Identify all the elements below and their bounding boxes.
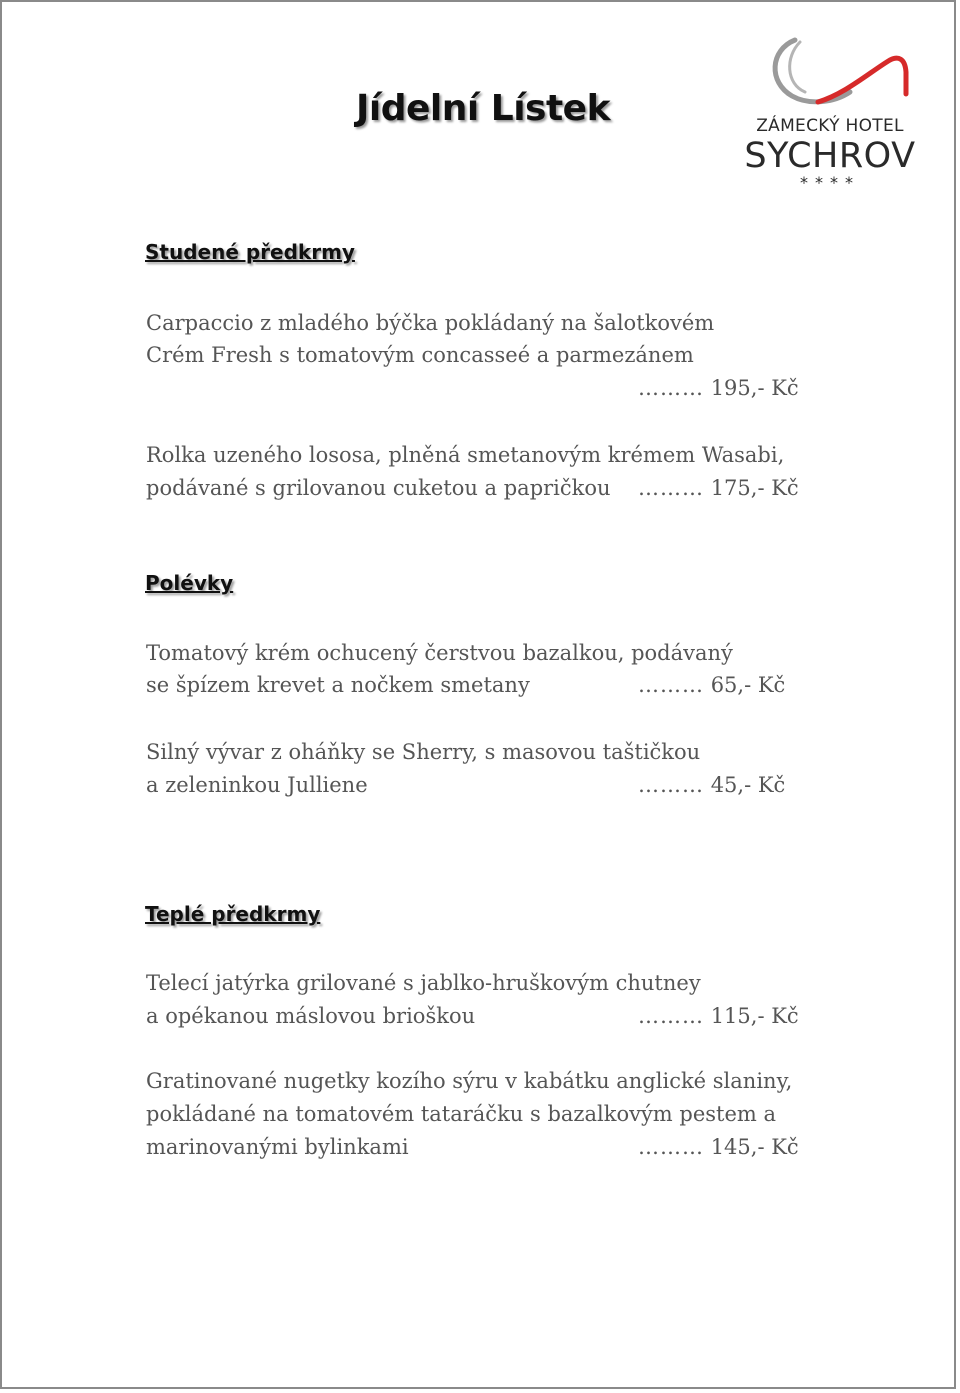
menu-item-line: Tomatový krém ochucený čerstvou bazalkou, podávaný (146, 641, 733, 665)
menu-item-line: pokládané na tomatovém tataráčku s bazalkovým pestem a (146, 1102, 777, 1126)
logo-subtitle: ZÁMECKÝ HOTEL (756, 116, 904, 136)
price-dots: ……… (638, 1004, 704, 1028)
menu-item-line: Crém Fresh s tomatovým concasseé a parmezánem (146, 343, 694, 367)
hotel-logo (740, 32, 920, 202)
price-value: 115,- Kč (710, 1004, 799, 1028)
menu-item-price (638, 1135, 799, 1159)
menu-item-line: se špízem krevet a nočkem smetany (146, 673, 530, 697)
menu-item-price (638, 376, 799, 400)
menu-item-line: Rolka uzeného lososa, plněná smetanovým krémem Wasabi, (146, 443, 785, 467)
menu-item-line: Telecí jatýrka grilované s jablko-hruškovým chutney (146, 971, 701, 995)
menu-item-line: Carpaccio z mladého býčka pokládaný na šalotkovém (146, 311, 715, 335)
menu-item-line: a zeleninkou Julliene (146, 773, 368, 797)
price-value: 65,- Kč (710, 673, 786, 697)
price-value: 145,- Kč (710, 1135, 799, 1159)
section-heading-teple-predkrmy: Teplé předkrmy (145, 902, 321, 926)
logo-stars: **** (800, 173, 860, 192)
menu-item-line: a opékanou máslovou brioškou (146, 1004, 476, 1028)
menu-item-line: Gratinované nugetky kozího sýru v kabátku anglické slaniny, (146, 1069, 793, 1093)
section-heading-studene-predkrmy: Studené předkrmy (145, 240, 355, 264)
price-value: 175,- Kč (710, 476, 799, 500)
menu-item-line: marinovanými bylinkami (146, 1135, 409, 1159)
price-dots: ……… (638, 376, 704, 400)
section-heading-polevky: Polévky (145, 571, 234, 595)
logo-name: SYCHROV (744, 136, 916, 176)
menu-item-price (638, 476, 799, 500)
price-dots: ……… (638, 1135, 704, 1159)
menu-item-line: Silný vývar z oháňky se Sherry, s masovou taštičkou (146, 740, 701, 764)
menu-item-price (638, 1004, 799, 1028)
price-value: 195,- Kč (710, 376, 799, 400)
price-dots: ……… (638, 673, 704, 697)
menu-item-line: podávané s grilovanou cuketou a papričkou (146, 476, 611, 500)
menu-item-price (638, 673, 785, 697)
page-title: Jídelní Lístek (356, 88, 611, 129)
price-dots: ……… (638, 476, 704, 500)
price-value: 45,- Kč (710, 773, 786, 797)
menu-item-price (638, 773, 785, 797)
price-dots: ……… (638, 773, 704, 797)
logo-swoosh-icon (740, 32, 920, 116)
